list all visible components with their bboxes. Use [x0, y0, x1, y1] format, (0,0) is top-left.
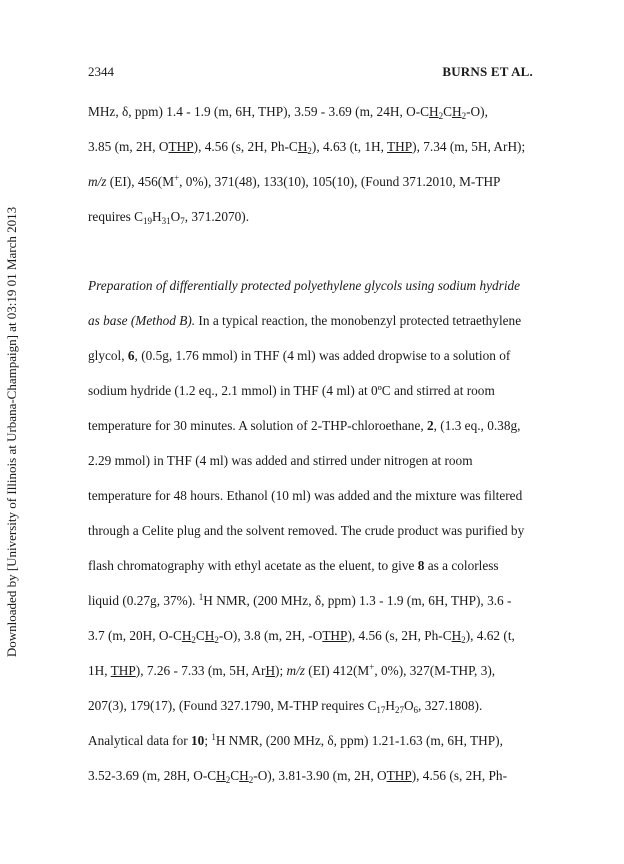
text-line: glycol, 6, (0.5g, 1.76 mmol) in THF (4 ml) was added dropwise to a solution of	[88, 348, 511, 363]
text-line: requires $C_{19}H_{31}O_7$, 371.2070).	[88, 209, 250, 226]
text-line: through a Celite plug and the solvent removed. The crude product was purified by	[88, 523, 525, 538]
text-line: MHz, δ, ppm) 1.4 - 1.9 (m, 6H, THP), 3.59 - 3.69 (m, 24H, $O-CH_2CH_2-O$),	[88, 104, 488, 121]
text-line: m/z (EI), 456(M+, 0%), 371(48), 133(10), 105(10), (Found 371.2010, M-THP	[88, 173, 501, 189]
text-line: temperature for 48 hours. Ethanol (10 ml) was added and the mixture was filtered	[88, 488, 523, 503]
running-head: BURNS ET AL.	[442, 64, 533, 79]
text-line: 3.7 (m, 20H, $O-CH_2CH_2-O$), 3.8 (m, 2H, -OTHP), 4.56 (s, 2H, $Ph-CH_2$), 4.62 (t,	[88, 628, 515, 645]
text-line: 1H, THP), 7.26 - 7.33 (m, 5H, ArH); m/z (EI) 412(M+, 0%), 327(M-THP, 3),	[88, 662, 496, 678]
page-number: 2344	[88, 64, 114, 79]
text-line: flash chromatography with ethyl acetate as the eluent, to give 8 as a colorless	[88, 558, 499, 573]
text-line: as base (Method B). In a typical reaction, the monobenzyl protected tetraethylene	[88, 313, 522, 328]
text-line: temperature for 30 minutes. A solution of 2-THP-chloroethane, 2, (1.3 eq., 0.38g,	[88, 418, 521, 433]
text-line: liquid (0.27g, 37%). $^1$H NMR, (200 MHz, δ, ppm) 1.3 - 1.9 (m, 6H, THP), 3.6 -	[88, 592, 512, 608]
text-line: sodium hydride (1.2 eq., 2.1 mmol) in THF (4 ml) at 0ºC and stirred at room	[88, 383, 495, 398]
text-line: 2.29 mmol) in THF (4 ml) was added and stirred under nitrogen at room	[88, 453, 473, 468]
text-line: 3.85 (m, 2H, OTHP), 4.56 (s, 2H, $Ph-CH_2$), 4.63 (t, 1H, THP), 7.34 (m, 5H, ArH);	[88, 139, 526, 156]
text-line: 3.52-3.69 (m, 28H, $O-CH_2CH_2-O$), 3.81-3.90 (m, 2H, OTHP), 4.56 (s, 2H, Ph-	[88, 768, 508, 785]
download-notice-text: Downloaded by [University of Illinois at Urbana-Champaign] at 03:19 01 March 2013	[4, 206, 19, 658]
text-line: 207(3), 179(17), (Found 327.1790, M-THP requires $C_{17}H_{27}O_6$, 327.1808).	[88, 698, 483, 715]
text-line: Preparation of differentially protected polyethylene glycols using sodium hydride	[88, 278, 521, 293]
text-line: Analytical data for 10; $^1$H NMR, (200 MHz, δ, ppm) 1.21-1.63 (m, 6H, THP),	[88, 732, 503, 748]
